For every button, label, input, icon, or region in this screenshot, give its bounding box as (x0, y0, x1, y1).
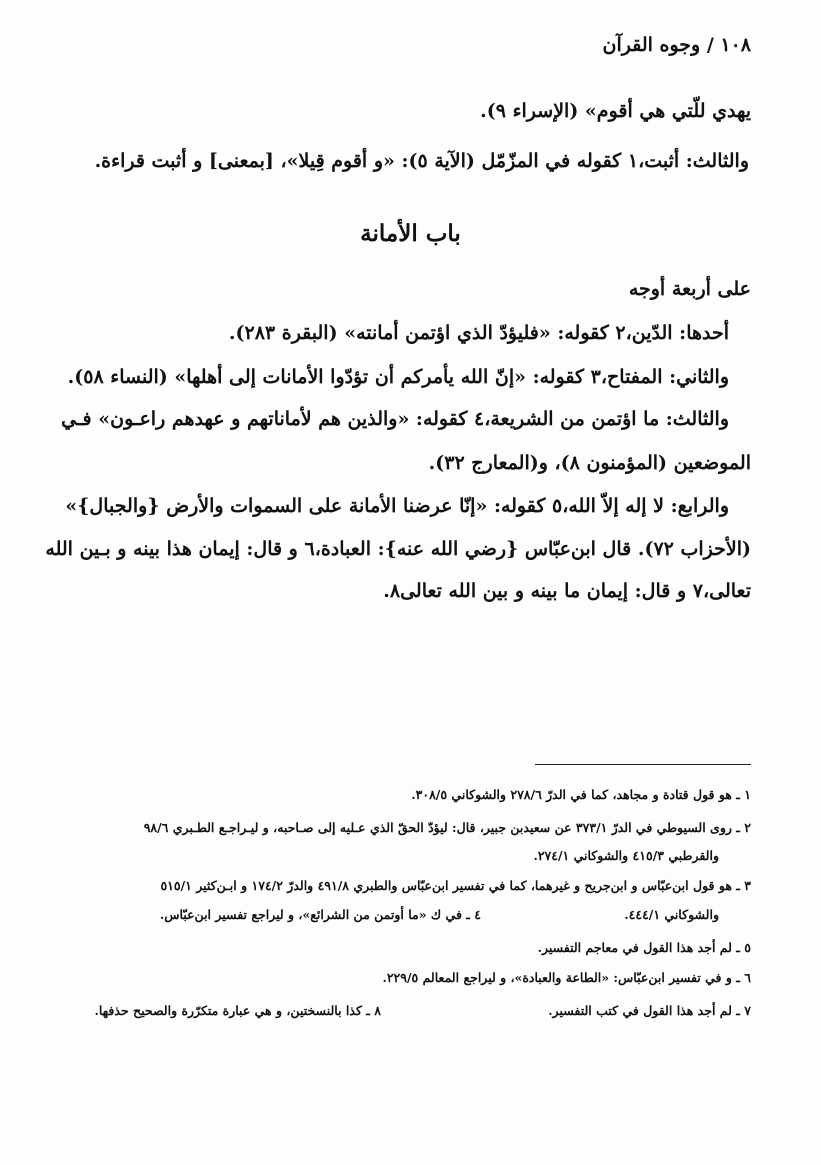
footnote-3-cont: والشوكاني ٤٤٤/١. (624, 907, 719, 922)
body-line: والرابع: لا إله إلاّ الله،٥ كقوله: «إنّا عرضنا الأمانة على السموات والأرض {والجبال}» (65, 495, 729, 517)
footnote-2: ٢ ـ روى السيوطي في الدرّ ٣٧٣/١ عن سعيدبن جبير، قال: ليؤدّ الحقّ الذي عـليه إلى صـاحبه، و ليـراجـع الطـبري ٩٨/٦ (143, 820, 751, 835)
footnote-4: ٤ ـ في ك «ما أوتمن من الشرائع»، و ليراجع تفسير ابن‌عبّاس. (159, 907, 481, 922)
footnote-3: ٣ ـ هو قول ابن‌عبّاس و ابن‌جريح و غيرهما، كما في تفسير ابن‌عبّاس والطبري ٤٩١/٨ والدرّ ١٧٤/٢ و ابـن‌كثير ٥١٥/١ (160, 878, 751, 893)
page-header: ١٠٨ / وجوه القرآن (602, 34, 751, 56)
body-line: الموضعين (المؤمنون ٨)، و(المعارج ٣٢). (428, 452, 751, 474)
footnote-5: ٥ ـ لم أجد هذا القول في معاجم التفسير. (537, 940, 751, 955)
body-line: (الأحزاب ٧٢). قال ابن‌عبّاس {رضي الله عنه}: العبادة،٦ و قال: إيمان هذا بينه و بـين الله (45, 538, 751, 560)
body-line: والثاني: المفتاح،٣ كقوله: «إنّ الله يأمركم أن تؤدّوا الأمانات إلى أهلها» (النساء ٥٨). (67, 366, 729, 388)
footnote-1: ١ ـ هو قول قتادة و مجاهد، كما في الدرّ ٢٧٨/٦ والشوكاني ٣٠٨/٥. (411, 787, 751, 802)
footnote-divider (535, 764, 751, 765)
section-intro: على أربعة أوجه (628, 278, 751, 300)
footnote-7: ٧ ـ لم أجد هذا القول في كتب التفسير. (548, 1003, 751, 1018)
body-line: تعالى،٧ و قال: إيمان ما بينه و بين الله تعالى٨. (383, 580, 751, 602)
body-line: والثالث: ما اؤتمن من الشريعة،٤ كقوله: «والذين هم لأماناتهم و عهدهم راعـون» فـي (61, 408, 729, 430)
footnote-8: ٨ ـ كذا بالنسختين، و هي عبارة متكرّرة والصحيح حذفها. (94, 1003, 381, 1018)
footnote-2-cont: والقرطبي ٤١٥/٣ والشوكاني ٢٧٤/١. (533, 848, 719, 863)
body-line: يهدي للّتي هي أقوم» (الإسراء ٩). (480, 100, 751, 122)
footnote-6: ٦ ـ و في تفسير ابن‌عبّاس: «الطاعة والعبادة»، و ليراجع المعالم ٢٢٩/٥. (382, 970, 751, 985)
body-line: والثالث: أثبت،١ كقوله في المزّمّل (الآية ٥): «و أقوم قِيلا»، [بمعنى] و أثبت قراءة. (94, 150, 749, 172)
body-line: أحدها: الدّين،٢ كقوله: «فليؤدّ الذي اؤتمن أمانته» (البقرة ٢٨٣). (228, 322, 729, 344)
section-heading: باب الأمانة (360, 220, 461, 247)
